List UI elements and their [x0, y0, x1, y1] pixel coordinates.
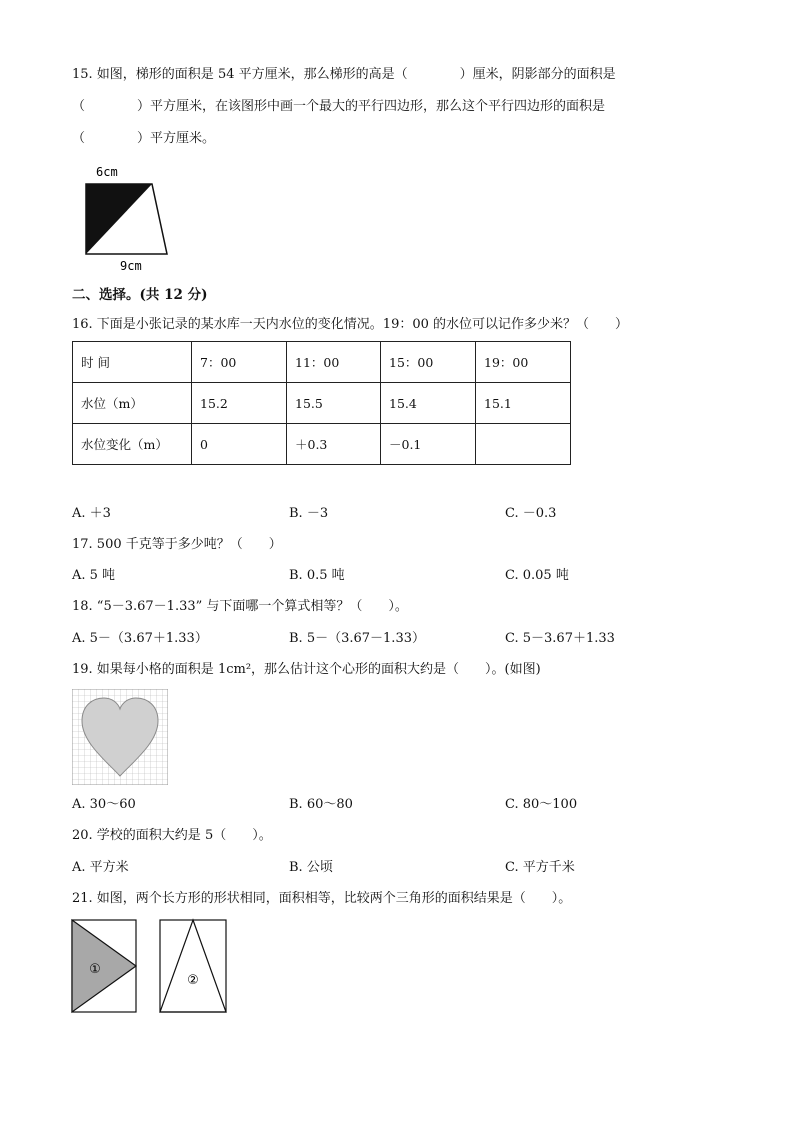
q18-option-a: A. 5－（3.67＋1.33）: [72, 631, 208, 646]
q16-option-b: B. －3: [289, 506, 329, 521]
q19-option-b: B. 60～80: [289, 797, 353, 812]
table-cell: ＋0.3: [287, 424, 381, 465]
table-row: [73, 342, 571, 383]
table-cell: 15：00: [381, 342, 476, 383]
table-cell: 15.5: [287, 383, 381, 424]
q20-question: 20. 学校的面积大约是 5（ ）。: [72, 828, 272, 843]
q20-option-a: A. 平方米: [72, 860, 129, 875]
table-cell: 15.4: [381, 383, 476, 424]
table-cell: －0.1: [381, 424, 476, 465]
table-row: [73, 424, 571, 465]
table-cell: 11：00: [287, 342, 381, 383]
water-level-table: [72, 341, 571, 465]
q16-question: 16. 下面是小张记录的某水库一天内水位的变化情况。19：00 的水位可以记作多少米？（ ）: [72, 317, 629, 332]
q19-question: 19. 如果每小格的面积是 1cm²，那么估计这个心形的面积大约是（ ）。(如图): [72, 662, 541, 677]
q18-option-b: B. 5－（3.67－1.33）: [289, 631, 425, 646]
table-cell: 19：00: [476, 342, 571, 383]
top-base-label: 6cm: [96, 165, 118, 179]
q15-line-3: （ ）平方厘米。: [72, 131, 216, 146]
rectangles-figure: [70, 918, 234, 1016]
table-cell: 15.1: [476, 383, 571, 424]
q17-option-a: A. 5 吨: [72, 568, 116, 583]
table-cell: 15.2: [192, 383, 287, 424]
table-cell: 水位变化（m）: [73, 424, 192, 465]
table-row: [73, 383, 571, 424]
q20-option-c: C. 平方千米: [505, 860, 575, 875]
table-cell: 时 间: [73, 342, 192, 383]
bottom-base-label: 9cm: [120, 259, 142, 273]
q15-line-2: （ ）平方厘米，在该图形中画一个最大的平行四边形，那么这个平行四边形的面积是: [72, 99, 606, 114]
q16-option-a: A. ＋3: [72, 506, 111, 521]
table-cell: 7：00: [192, 342, 287, 383]
q17-option-c: C. 0.05 吨: [505, 568, 569, 583]
triangle-2-label: ②: [187, 973, 199, 988]
q18-question: 18. “5－3.67－1.33” 与下面哪一个算式相等？（ ）。: [72, 599, 408, 614]
q20-option-b: B. 公顷: [289, 860, 333, 875]
q19-option-a: A. 30～60: [72, 797, 136, 812]
q18-option-c: C. 5－3.67＋1.33: [505, 631, 615, 646]
table-cell: 0: [192, 424, 287, 465]
q19-option-c: C. 80～100: [505, 797, 578, 812]
q17-question: 17. 500 千克等于多少吨？（ ）: [72, 537, 282, 552]
q16-option-c: C. －0.3: [505, 506, 557, 521]
triangle-1-label: ①: [89, 962, 101, 977]
q21-question: 21. 如图，两个长方形的形状相同，面积相等，比较两个三角形的面积结果是（ ）。: [72, 891, 572, 906]
table-cell: [476, 424, 571, 465]
heart-grid-figure: [72, 689, 168, 785]
table-cell: 水位（m）: [73, 383, 192, 424]
q15-line-1: 15. 如图，梯形的面积是 54 平方厘米，那么梯形的高是（ ）厘米，阴影部分的面积是: [72, 67, 616, 82]
q17-option-b: B. 0.5 吨: [289, 568, 345, 583]
rectangle-2: [160, 920, 226, 1012]
section-heading: 二、选择。(共 12 分): [72, 287, 208, 303]
trapezoid-figure: [70, 160, 190, 275]
